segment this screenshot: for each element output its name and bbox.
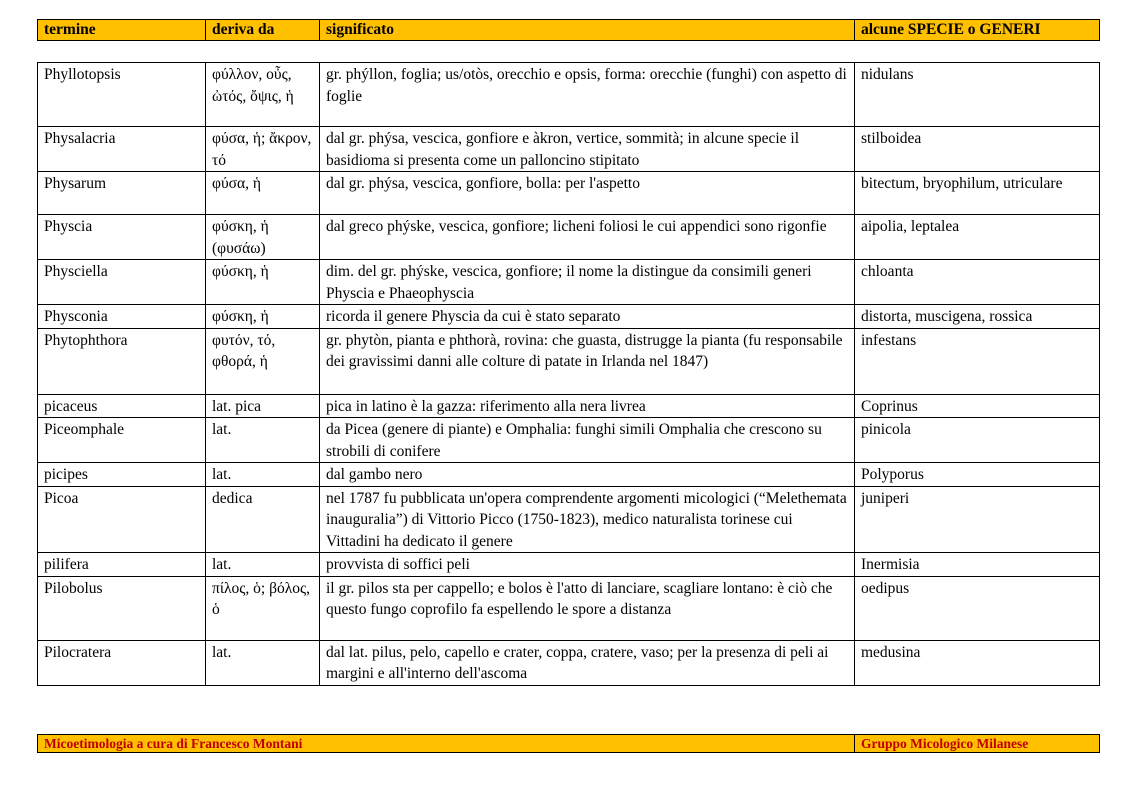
- cell-specie: aipolia, leptalea: [855, 215, 1100, 260]
- cell-specie: infestans: [855, 328, 1100, 394]
- cell-deriva-da: πίλος, ὁ; βόλος, ὁ: [206, 576, 320, 640]
- header-row: [38, 20, 1100, 41]
- cell-termine: Phyllotopsis: [38, 63, 206, 127]
- header-termine: termine: [38, 20, 206, 41]
- cell-deriva-da: φύσα, ἡ: [206, 172, 320, 215]
- cell-significato: dal greco phýske, vescica, gonfiore; licheni foliosi le cui appendici sono rigonfie: [320, 215, 855, 260]
- cell-significato: provvista di soffici peli: [320, 553, 855, 577]
- cell-termine: Physcia: [38, 215, 206, 260]
- cell-termine: pilifera: [38, 553, 206, 577]
- cell-specie: nidulans: [855, 63, 1100, 127]
- footer-group: Gruppo Micologico Milanese: [855, 735, 1100, 753]
- cell-specie: Coprinus: [855, 394, 1100, 418]
- cell-termine: Picoa: [38, 486, 206, 553]
- cell-significato: gr. phýllon, foglia; us/otòs, orecchio e opsis, forma: orecchie (funghi) con aspetto di foglie: [320, 63, 855, 127]
- cell-termine: Physalacria: [38, 127, 206, 172]
- cell-termine: Physconia: [38, 305, 206, 329]
- table-row: [38, 63, 1100, 127]
- cell-termine: Pilocratera: [38, 640, 206, 685]
- glossary-table: [37, 62, 1100, 686]
- table-row: [38, 127, 1100, 172]
- header-deriva-da: deriva da: [206, 20, 320, 41]
- cell-specie: oedipus: [855, 576, 1100, 640]
- table-row: [38, 215, 1100, 260]
- cell-specie: juniperi: [855, 486, 1100, 553]
- cell-significato: dim. del gr. phýske, vescica, gonfiore; il nome la distingue da consimili generi Physcia e Phaeophyscia: [320, 260, 855, 305]
- cell-termine: Physarum: [38, 172, 206, 215]
- cell-significato: pica in latino è la gazza: riferimento alla nera livrea: [320, 394, 855, 418]
- cell-significato: il gr. pilos sta per cappello; e bolos è l'atto di lanciare, scagliare lontano: è ciò che questo fungo coprofilo fa espellendo le spore a distanza: [320, 576, 855, 640]
- cell-significato: dal gr. phýsa, vescica, gonfiore, bolla: per l'aspetto: [320, 172, 855, 215]
- table-row: [38, 553, 1100, 577]
- table-row: [38, 576, 1100, 640]
- cell-significato: gr. phytòn, pianta e phthorà, rovina: che guasta, distrugge la pianta (fu responsabile dei gravissimi danni alle colture di patate in Irlanda nel 1847): [320, 328, 855, 394]
- header-significato: significato: [320, 20, 855, 41]
- cell-specie: medusina: [855, 640, 1100, 685]
- cell-deriva-da: lat.: [206, 418, 320, 463]
- cell-termine: Physciella: [38, 260, 206, 305]
- cell-significato: nel 1787 fu pubblicata un'opera comprendente argomenti micologici (“Melethemata inauguralia”) di Vittorio Picco (1750-1823), medico naturalista torinese cui Vittadini ha dedicato il genere: [320, 486, 855, 553]
- footer-bar: [37, 734, 1100, 753]
- header-specie: alcune SPECIE o GENERI: [855, 20, 1100, 41]
- cell-deriva-da: lat.: [206, 463, 320, 487]
- cell-significato: dal gambo nero: [320, 463, 855, 487]
- cell-specie: pinicola: [855, 418, 1100, 463]
- cell-deriva-da: lat.: [206, 553, 320, 577]
- cell-deriva-da: φύσα, ἡ; ἄκρον, τό: [206, 127, 320, 172]
- table-row: [38, 172, 1100, 215]
- cell-termine: Phytophthora: [38, 328, 206, 394]
- table-row: [38, 486, 1100, 553]
- cell-termine: picaceus: [38, 394, 206, 418]
- cell-specie: stilboidea: [855, 127, 1100, 172]
- cell-termine: Piceomphale: [38, 418, 206, 463]
- cell-termine: picipes: [38, 463, 206, 487]
- table-row: [38, 328, 1100, 394]
- header-bar: [37, 19, 1100, 41]
- cell-specie: Inermisia: [855, 553, 1100, 577]
- cell-significato: ricorda il genere Physcia da cui è stato separato: [320, 305, 855, 329]
- footer-row: [38, 735, 1100, 753]
- cell-deriva-da: dedica: [206, 486, 320, 553]
- table-row: [38, 640, 1100, 685]
- cell-termine: Pilobolus: [38, 576, 206, 640]
- cell-significato: dal lat. pilus, pelo, capello e crater, coppa, cratere, vaso; per la presenza di peli ai margini e all'interno dell'ascoma: [320, 640, 855, 685]
- cell-significato: dal gr. phýsa, vescica, gonfiore e àkron, vertice, sommità; in alcune specie il basidioma si presenta come un palloncino stipitato: [320, 127, 855, 172]
- table-row: [38, 260, 1100, 305]
- table-row: [38, 463, 1100, 487]
- cell-deriva-da: φύσκη, ἡ: [206, 305, 320, 329]
- cell-specie: chloanta: [855, 260, 1100, 305]
- cell-deriva-da: lat. pica: [206, 394, 320, 418]
- cell-specie: Polyporus: [855, 463, 1100, 487]
- cell-specie: distorta, muscigena, rossica: [855, 305, 1100, 329]
- cell-deriva-da: φυτόν, τό, φθορά, ἡ: [206, 328, 320, 394]
- table-row: [38, 305, 1100, 329]
- cell-significato: da Picea (genere di piante) e Omphalia: funghi simili Omphalia che crescono su strobili di conifere: [320, 418, 855, 463]
- cell-deriva-da: φύλλον, οὖς, ὠτός, ὄψις, ἡ: [206, 63, 320, 127]
- table-row: [38, 394, 1100, 418]
- table-row: [38, 418, 1100, 463]
- cell-deriva-da: lat.: [206, 640, 320, 685]
- footer-credit: Micoetimologia a cura di Francesco Montani: [38, 735, 855, 753]
- cell-specie: bitectum, bryophilum, utriculare: [855, 172, 1100, 215]
- cell-deriva-da: φύσκη, ἡ: [206, 260, 320, 305]
- cell-deriva-da: φύσκη, ἡ (φυσάω): [206, 215, 320, 260]
